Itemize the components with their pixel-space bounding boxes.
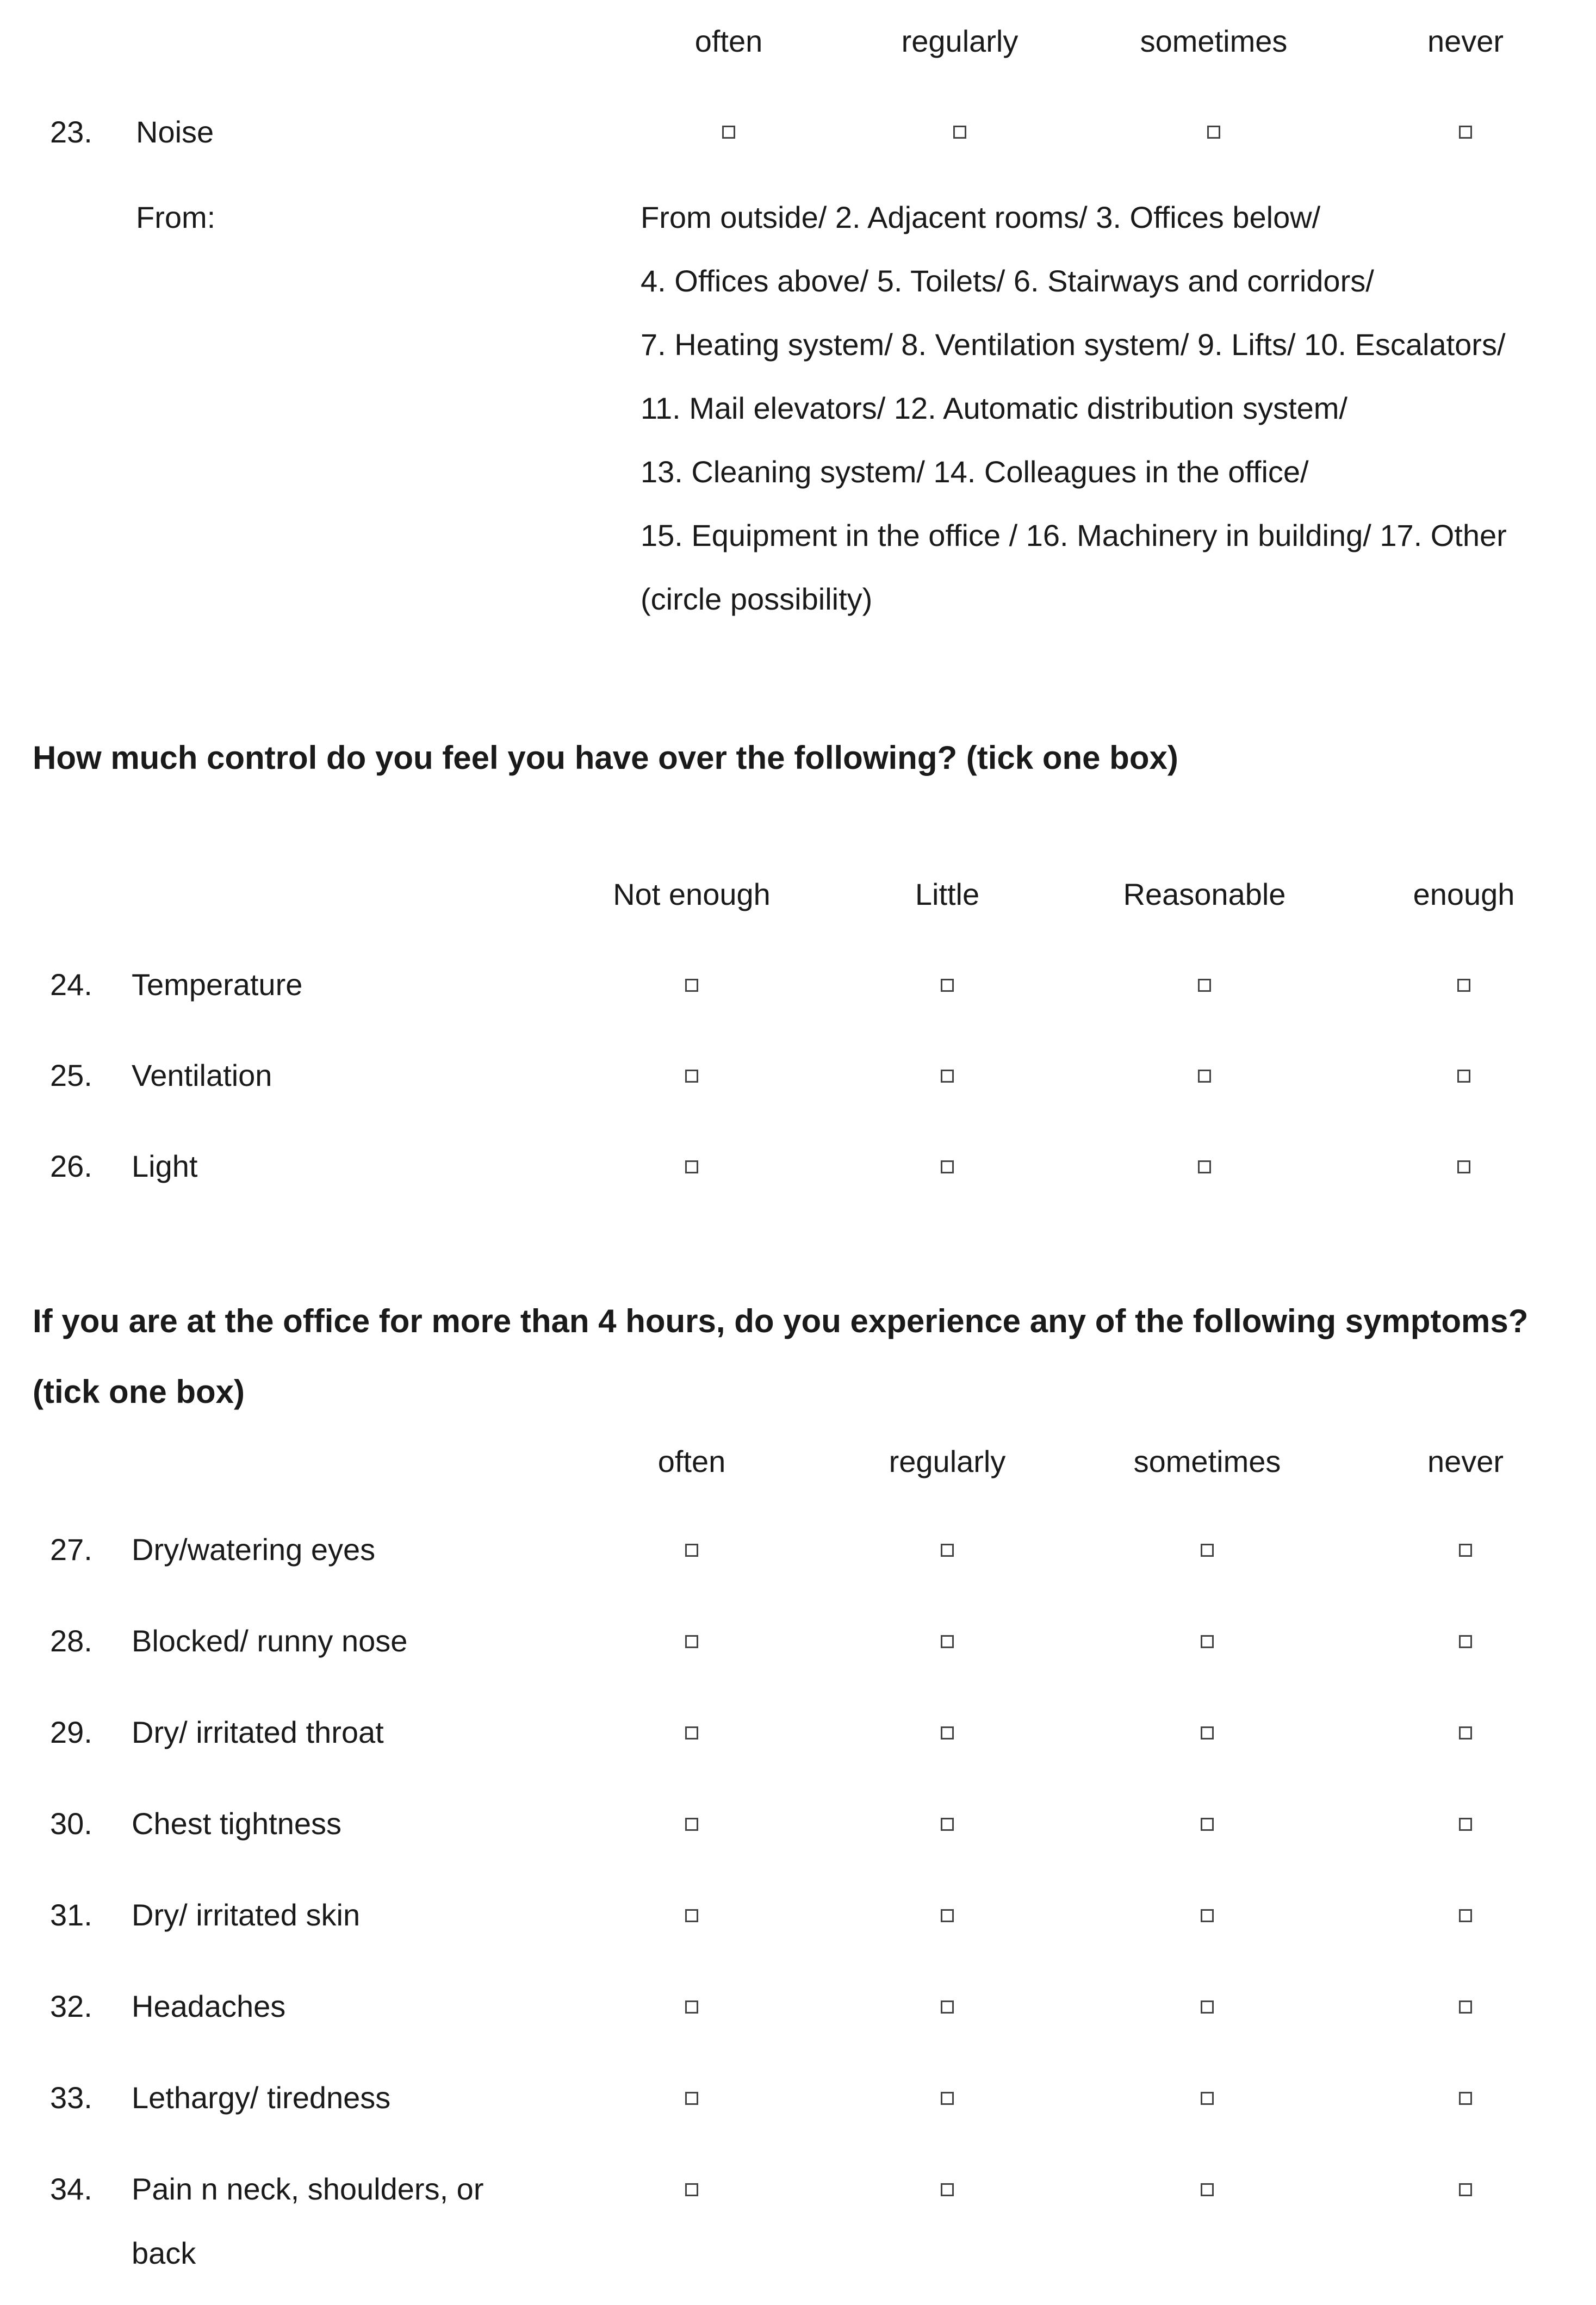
checkbox-often[interactable]: [685, 1726, 698, 1739]
from-label: From:: [136, 200, 216, 234]
checkbox-often[interactable]: [685, 2000, 698, 2014]
column-header-never: never: [1427, 1444, 1504, 1478]
checkbox-enough[interactable]: [1457, 979, 1470, 992]
noise-sources-line: 4. Offices above/ 5. Toilets/ 6. Stairways and corridors/: [641, 264, 1374, 298]
checkbox-enough[interactable]: [1457, 1070, 1470, 1083]
checkbox-never[interactable]: [1459, 126, 1472, 139]
noise-sources-line: 11. Mail elevators/ 12. Automatic distribution system/: [641, 391, 1347, 425]
checkbox-enough[interactable]: [1457, 1160, 1470, 1173]
question-number: 27.: [50, 1532, 92, 1567]
checkbox-often[interactable]: [685, 1544, 698, 1557]
checkbox-not-enough[interactable]: [685, 979, 698, 992]
column-header-reasonable: Reasonable: [1123, 877, 1286, 911]
column-header-often: often: [694, 24, 763, 58]
checkbox-never[interactable]: [1459, 2000, 1472, 2014]
checkbox-regularly[interactable]: [941, 2183, 954, 2196]
checkbox-sometimes[interactable]: [1201, 2183, 1214, 2196]
question-label: Pain n neck, shoulders, or: [132, 2172, 484, 2206]
column-header-often: often: [657, 1444, 726, 1478]
column-header-not-enough: Not enough: [613, 877, 771, 911]
checkbox-not-enough[interactable]: [685, 1160, 698, 1173]
question-label: Blocked/ runny nose: [132, 1624, 408, 1658]
checkbox-sometimes[interactable]: [1201, 1909, 1214, 1922]
checkbox-little[interactable]: [941, 979, 954, 992]
checkbox-often[interactable]: [722, 126, 735, 139]
checkbox-sometimes[interactable]: [1201, 1635, 1214, 1648]
checkbox-never[interactable]: [1459, 1818, 1472, 1831]
checkbox-not-enough[interactable]: [685, 1070, 698, 1083]
noise-sources-line: From outside/ 2. Adjacent rooms/ 3. Offices below/: [641, 200, 1321, 234]
question-number: 25.: [50, 1058, 92, 1092]
question-label: Ventilation: [132, 1058, 272, 1092]
question-number: 23.: [50, 115, 92, 149]
question-label: Dry/ irritated throat: [132, 1715, 384, 1749]
checkbox-reasonable[interactable]: [1198, 979, 1211, 992]
checkbox-often[interactable]: [685, 1909, 698, 1922]
noise-sources-line: (circle possibility): [641, 582, 873, 616]
checkbox-regularly[interactable]: [941, 1635, 954, 1648]
question-number: 24.: [50, 967, 92, 1002]
checkbox-regularly[interactable]: [941, 1818, 954, 1831]
checkbox-often[interactable]: [685, 2092, 698, 2105]
question-number: 34.: [50, 2172, 92, 2206]
noise-sources-line: 15. Equipment in the office / 16. Machinery in building/ 17. Other: [641, 518, 1507, 552]
question-number: 29.: [50, 1715, 92, 1749]
checkbox-sometimes[interactable]: [1201, 1818, 1214, 1831]
question-label: Lethargy/ tiredness: [132, 2080, 391, 2115]
question-label: Headaches: [132, 1989, 286, 2023]
checkbox-little[interactable]: [941, 1160, 954, 1173]
checkbox-regularly[interactable]: [941, 1726, 954, 1739]
question-number: 26.: [50, 1149, 92, 1183]
checkbox-sometimes[interactable]: [1201, 2092, 1214, 2105]
checkbox-regularly[interactable]: [941, 2092, 954, 2105]
question-label: Chest tightness: [132, 1806, 341, 1841]
checkbox-often[interactable]: [685, 1635, 698, 1648]
question-label-continued: back: [132, 2236, 196, 2270]
checkbox-regularly[interactable]: [953, 126, 966, 139]
checkbox-regularly[interactable]: [941, 1909, 954, 1922]
question-label: Dry/watering eyes: [132, 1532, 376, 1567]
checkbox-never[interactable]: [1459, 2183, 1472, 2196]
checkbox-never[interactable]: [1459, 1544, 1472, 1557]
checkbox-reasonable[interactable]: [1198, 1160, 1211, 1173]
checkbox-little[interactable]: [941, 1070, 954, 1083]
section-heading-note: (tick one box): [33, 1374, 245, 1410]
checkbox-regularly[interactable]: [941, 1544, 954, 1557]
question-label: Light: [132, 1149, 198, 1183]
question-label: Temperature: [132, 967, 303, 1002]
question-number: 30.: [50, 1806, 92, 1841]
checkbox-regularly[interactable]: [941, 2000, 954, 2014]
checkbox-never[interactable]: [1459, 1909, 1472, 1922]
question-number: 28.: [50, 1624, 92, 1658]
checkbox-sometimes[interactable]: [1201, 1544, 1214, 1557]
question-label: Noise: [136, 115, 214, 149]
checkbox-never[interactable]: [1459, 2092, 1472, 2105]
noise-sources-line: 7. Heating system/ 8. Ventilation system/ 9. Lifts/ 10. Escalators/: [641, 327, 1506, 362]
checkbox-sometimes[interactable]: [1201, 2000, 1214, 2014]
column-header-never: never: [1427, 24, 1504, 58]
column-header-regularly: regularly: [889, 1444, 1006, 1478]
checkbox-often[interactable]: [685, 1818, 698, 1831]
question-number: 32.: [50, 1989, 92, 2023]
checkbox-never[interactable]: [1459, 1635, 1472, 1648]
column-header-little: Little: [915, 877, 980, 911]
checkbox-never[interactable]: [1459, 1726, 1472, 1739]
question-number: 33.: [50, 2080, 92, 2115]
column-header-enough: enough: [1413, 877, 1515, 911]
checkbox-often[interactable]: [685, 2183, 698, 2196]
checkbox-sometimes[interactable]: [1201, 1726, 1214, 1739]
column-header-sometimes: sometimes: [1133, 1444, 1281, 1478]
section-heading: If you are at the office for more than 4 hours, do you experience any of the following symptoms?: [33, 1303, 1529, 1339]
checkbox-sometimes[interactable]: [1207, 126, 1220, 139]
question-label: Dry/ irritated skin: [132, 1898, 361, 1932]
column-header-sometimes: sometimes: [1140, 24, 1288, 58]
column-header-regularly: regularly: [901, 24, 1019, 58]
question-number: 31.: [50, 1898, 92, 1932]
noise-sources-line: 13. Cleaning system/ 14. Colleagues in the office/: [641, 455, 1309, 489]
checkbox-reasonable[interactable]: [1198, 1070, 1211, 1083]
section-heading: How much control do you feel you have over the following? (tick one box): [33, 740, 1178, 776]
